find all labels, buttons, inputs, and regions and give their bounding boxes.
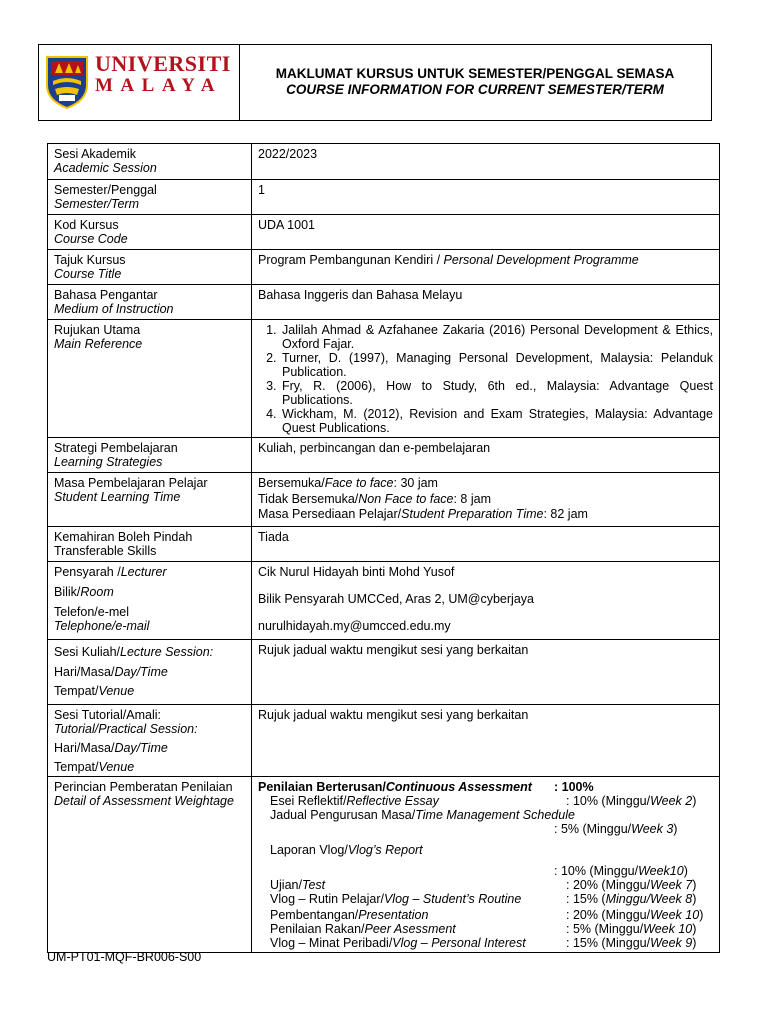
label-cell bbox=[48, 180, 252, 215]
venue-label: Tempat/Venue bbox=[54, 684, 135, 698]
table-row bbox=[48, 438, 720, 473]
label-ms: Sesi Akademik bbox=[54, 147, 136, 161]
list-item: 4. Wickham, M. (2012), Revision and Exam Strategies, Malaysia: Advantage Quest Publications. bbox=[280, 407, 713, 435]
course-info-table bbox=[47, 143, 720, 953]
page-title: MAKLUMAT KURSUS UNTUK SEMESTER/PENGGAL SEMASA bbox=[275, 66, 675, 81]
university-logo bbox=[39, 45, 240, 120]
table-row bbox=[48, 562, 720, 640]
list-item: 1. Jalilah Ahmad & Azfahanee Zakaria (2016) Personal Development & Ethics, Oxford Fajar. bbox=[280, 323, 713, 351]
assessment-item-value: : 5% (Minggu/Week 3) bbox=[554, 821, 678, 836]
label-cell bbox=[48, 776, 252, 952]
label-ms: Strategi Pembelajaran bbox=[54, 441, 178, 455]
document-header bbox=[38, 44, 712, 121]
label-ms: Bahasa Pengantar bbox=[54, 288, 158, 302]
tutorial-session-value: Rujuk jadual waktu mengikut sesi yang berkaitan bbox=[252, 704, 720, 776]
document-code: UM-PT01-MQF-BR006-S00 bbox=[47, 950, 202, 964]
header-title-block bbox=[239, 45, 711, 120]
assessment-item: Jadual Pengurusan Masa/Time Management Schedule bbox=[270, 807, 575, 822]
table-row bbox=[48, 320, 720, 438]
tutorial-label-en: Tutorial/Practical Session: bbox=[54, 721, 198, 736]
table-row bbox=[48, 215, 720, 250]
course-title-value bbox=[252, 250, 720, 285]
table-row bbox=[48, 640, 720, 705]
lecturer-email: nurulhidayah.my@umcced.edu.my bbox=[258, 619, 451, 633]
assessment-item: Vlog – Rutin Pelajar/Vlog – Student’s Routine : 15% (Minggu/Week 8) bbox=[270, 891, 697, 906]
list-item: 2. Turner, D. (1997), Managing Personal Development, Malaysia: Pelanduk Publication. bbox=[280, 351, 713, 379]
assessment-item: Esei Reflektif/Reflective Essay : 10% (Minggu/Week 2) bbox=[270, 793, 697, 808]
table-row bbox=[48, 704, 720, 776]
table-row bbox=[48, 180, 720, 215]
label-cell bbox=[48, 704, 252, 776]
course-code-value: UDA 1001 bbox=[252, 215, 720, 250]
transferable-skills-value: Tiada bbox=[252, 527, 720, 562]
label-en: Course Code bbox=[54, 232, 128, 246]
lecture-session-value: Rujuk jadual waktu mengikut sesi yang berkaitan bbox=[252, 640, 720, 705]
label-en: Learning Strategies bbox=[54, 455, 163, 469]
table-row bbox=[48, 776, 720, 952]
label-en: Transferable Skills bbox=[54, 544, 157, 558]
list-item: 3. Fry, R. (2006), How to Study, 6th ed., Malaysia: Advantage Quest Publications. bbox=[280, 379, 713, 407]
label-cell bbox=[48, 215, 252, 250]
label-ms: Kemahiran Boleh Pindah bbox=[54, 530, 193, 544]
lecturer-label: Pensyarah /Lecturer bbox=[54, 565, 167, 579]
student-learning-time-cell bbox=[252, 473, 720, 527]
label-ms: Tajuk Kursus bbox=[54, 253, 126, 267]
assessment-item: Vlog – Minat Peribadi/Vlog – Personal Interest : 15% (Minggu/Week 9) bbox=[270, 935, 697, 950]
crest-icon bbox=[45, 55, 89, 109]
label-en: Student Learning Time bbox=[54, 490, 181, 504]
assessment-heading: Penilaian Berterusan/Continuous Assessment : 100% bbox=[258, 779, 594, 794]
label-cell bbox=[48, 438, 252, 473]
assessment-item: Pembentangan/Presentation : 20% (Minggu/Week 10) bbox=[270, 907, 704, 922]
lecturer-room: Bilik Pensyarah UMCCed, Aras 2, UM@cyberjaya bbox=[258, 592, 534, 606]
assessment-item: Laporan Vlog/Vlog’s Report bbox=[270, 842, 423, 857]
table-row bbox=[48, 527, 720, 562]
table-row bbox=[48, 250, 720, 285]
table-row bbox=[48, 285, 720, 320]
label-ms: Rujukan Utama bbox=[54, 323, 141, 337]
label-en: Semester/Term bbox=[54, 197, 139, 211]
label-en: Academic Session bbox=[54, 161, 157, 175]
logo-wordmark-bottom: MALAYA bbox=[95, 75, 223, 96]
day-time-label: Hari/Masa/Day/Time bbox=[54, 664, 168, 679]
table-row bbox=[48, 144, 720, 180]
phone-label-en: Telephone/e-mail bbox=[54, 619, 150, 633]
slt-non-face-to-face: Tidak Bersemuka/Non Face to face: 8 jam bbox=[258, 491, 491, 506]
venue-label: Tempat/Venue bbox=[54, 759, 135, 774]
tutorial-label-ms: Sesi Tutorial/Amali: bbox=[54, 707, 161, 722]
learning-strategy-value: Kuliah, perbincangan dan e-pembelajaran bbox=[252, 438, 720, 473]
label-cell bbox=[48, 320, 252, 438]
slt-preparation: Masa Persediaan Pelajar/Student Preparation Time: 82 jam bbox=[258, 507, 588, 521]
title-ms: Program Pembangunan Kendiri / bbox=[258, 253, 444, 267]
assessment-item: Penilaian Rakan/Peer Asessment : 5% (Minggu/Week 10) bbox=[270, 921, 697, 936]
label-ms: Perincian Pemberatan Penilaian bbox=[54, 779, 233, 794]
lecturer-name: Cik Nurul Hidayah binti Mohd Yusof bbox=[258, 565, 455, 579]
label-en: Course Title bbox=[54, 267, 122, 281]
reference-list bbox=[258, 323, 713, 435]
label-cell bbox=[48, 144, 252, 180]
label-ms: Kod Kursus bbox=[54, 218, 119, 232]
medium-value: Bahasa Inggeris dan Bahasa Melayu bbox=[252, 285, 720, 320]
label-cell bbox=[48, 250, 252, 285]
label-cell bbox=[48, 285, 252, 320]
assessment-item-value: : 10% (Minggu/Week10) bbox=[554, 863, 688, 878]
lecturer-cell bbox=[252, 562, 720, 640]
lecture-session-label: Sesi Kuliah/Lecture Session: bbox=[54, 645, 214, 659]
label-cell bbox=[48, 562, 252, 640]
label-cell bbox=[48, 527, 252, 562]
reference-list-cell bbox=[252, 320, 720, 438]
semester-value: 1 bbox=[252, 180, 720, 215]
label-ms: Masa Pembelajaran Pelajar bbox=[54, 476, 208, 490]
title-en: Personal Development Programme bbox=[443, 253, 639, 267]
label-ms: Semester/Penggal bbox=[54, 183, 157, 197]
label-en: Detail of Assessment Weightage bbox=[54, 793, 234, 808]
assessment-cell bbox=[252, 776, 720, 952]
label-cell bbox=[48, 473, 252, 527]
phone-label-ms: Telefon/e-mel bbox=[54, 605, 130, 619]
page-subtitle: COURSE INFORMATION FOR CURRENT SEMESTER/TERM bbox=[286, 82, 664, 97]
slt-face-to-face: Bersemuka/Face to face: 30 jam bbox=[258, 476, 438, 490]
logo-wordmark-top: UNIVERSITI bbox=[95, 51, 231, 76]
label-cell bbox=[48, 640, 252, 705]
academic-session-value: 2022/2023 bbox=[252, 144, 720, 180]
label-en: Main Reference bbox=[54, 337, 143, 351]
day-time-label: Hari/Masa/Day/Time bbox=[54, 740, 168, 755]
room-label: Bilik/Room bbox=[54, 585, 114, 599]
label-en: Medium of Instruction bbox=[54, 302, 174, 316]
table-row bbox=[48, 473, 720, 527]
assessment-item: Ujian/Test : 20% (Minggu/Week 7) bbox=[270, 877, 697, 892]
